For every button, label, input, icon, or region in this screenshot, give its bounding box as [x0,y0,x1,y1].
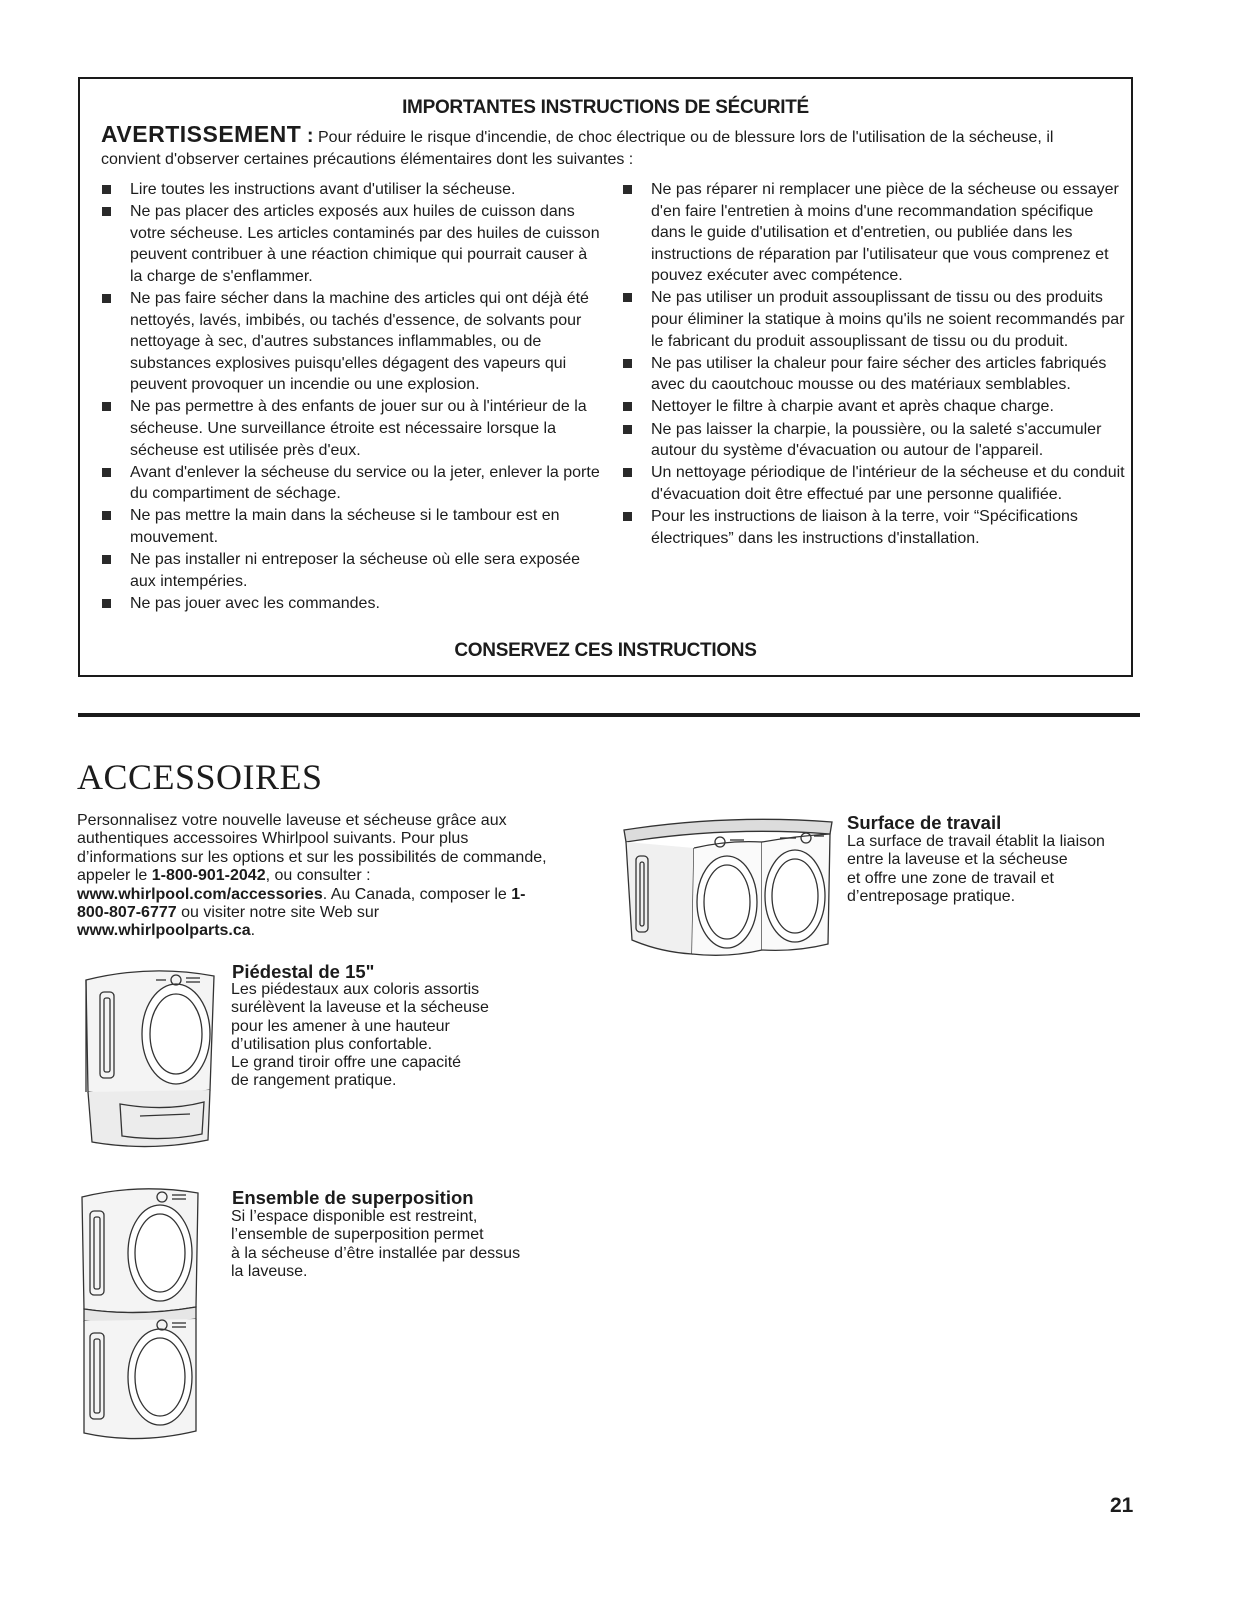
phone-number: 1-800-901-2042 [151,867,266,885]
save-instructions-footer: CONSERVEZ CES INSTRUCTIONS [454,640,757,661]
accessories-heading: ACCESSOIRES [77,757,323,797]
safety-item: Pour les instructions de liaison à la terre, voir “Spécifications électriques” dans les instructions d'installation. [623,506,1128,549]
square-bullet-icon [623,185,632,194]
square-bullet-icon [102,402,111,411]
page-number: 21 [1110,1494,1134,1517]
square-bullet-icon [102,555,111,564]
warning-paragraph [101,123,1111,171]
safety-item: Ne pas mettre la main dans la sécheuse si le tambour est en mouvement. [102,505,602,548]
accessories-url[interactable]: www.whirlpool.com/accessories [77,885,323,903]
safety-item: Un nettoyage périodique de l'intérieur de la sécheuse et du conduit d'évacuation doit être effectué par une personne qualifiée. [623,462,1128,505]
work-surface-illustration [620,812,836,962]
safety-item: Ne pas installer ni entreposer la sécheuse où elle sera exposée aux intempéries. [102,549,602,592]
safety-item: Lire toutes les instructions avant d'utiliser la sécheuse. [102,179,602,201]
square-bullet-icon [623,512,632,521]
square-bullet-icon [102,207,111,216]
parts-url[interactable]: www.whirlpoolparts.ca [77,922,251,940]
warning-word: AVERTISSEMENT [101,121,302,147]
stacking-kit-title: Ensemble de superposition [232,1187,474,1208]
safety-item: Nettoyer le filtre à charpie avant et après chaque charge. [623,396,1128,418]
square-bullet-icon [623,359,632,368]
phone-number-canada: 1-800-807-6777 [77,885,526,922]
safety-title: IMPORTANTES INSTRUCTIONS DE SÉCURITÉ [402,97,809,118]
square-bullet-icon [623,402,632,411]
section-divider [78,713,1140,717]
square-bullet-icon [102,599,111,608]
stacking-kit-description: Si l’espace disponible est restreint, l’ensemble de superposition permet à la sécheuse d’être installée par dessus la laveuse. [231,1208,521,1280]
work-surface-title: Surface de travail [847,812,1002,833]
safety-item: Ne pas utiliser la chaleur pour faire sécher des articles fabriqués avec du caoutchouc mousse ou des matériaux semblables. [623,353,1128,396]
square-bullet-icon [623,293,632,302]
accessories-intro: Personnalisez votre nouvelle laveuse et sécheuse grâce aux authentiques accessoires Whirlpool suivants. Pour plus d’informations sur les options et sur les possibilités de commande, appeler le 1-800-901-2042, ou consulter : www.whirlpool.com/accessories. Au Canada, composer le 1-800-807-6777 ou visiter notre site Web sur www.whirlpoolparts.ca. [77,812,547,940]
safety-item: Avant d'enlever la sécheuse du service ou la jeter, enlever la porte du compartiment de séchage. [102,462,602,505]
pedestal-description: Les piédestaux aux coloris assortis surélèvent la laveuse et la sécheuse pour les amener à une hauteur d’utilisation plus confortable. Le grand tiroir offre une capacité de rangement pratique. [231,981,489,1090]
square-bullet-icon [102,468,111,477]
square-bullet-icon [623,425,632,434]
pedestal-illustration [80,962,220,1150]
safety-item: Ne pas placer des articles exposés aux huiles de cuisson dans votre sécheuse. Les articles contaminés par des huiles de cuisson peuvent contribuer à une réaction chimique qui pourrait causer à la charge de s'enflammer. [102,201,602,287]
safety-item: Ne pas laisser la charpie, la poussière, ou la saleté s'accumuler autour du système d'évacuation ou autour de l'appareil. [623,419,1128,462]
safety-item: Ne pas jouer avec les commandes. [102,593,602,615]
pedestal-title: Piédestal de 15" [232,961,375,982]
warning-colon: : [301,125,314,147]
stacking-kit-illustration [78,1183,204,1449]
safety-list-left [102,179,602,615]
square-bullet-icon [102,511,111,520]
square-bullet-icon [102,185,111,194]
safety-item: Ne pas réparer ni remplacer une pièce de la sécheuse ou essayer d'en faire l'entretien à moins d'une recommandation spécifique dans le guide d'utilisation et d'entretien, ou publiée dans les instructions de réparation par l'utilisateur que vous comprenez et pouvez exécuter avec compétence. [623,179,1128,287]
safety-item: Ne pas utiliser un produit assouplissant de tissu ou des produits pour éliminer la statique à moins qu'ils ne soient recommandés par le fabricant du produit assouplissant de tissu ou du produit. [623,287,1128,352]
safety-list-right [623,179,1128,550]
safety-instructions-box [78,77,1133,677]
safety-item: Ne pas faire sécher dans la machine des articles qui ont déjà été nettoyés, lavés, imbibés, ou tachés d'essence, de solvants pour nettoyage à sec, d'autres substances inflammables, ou de substances explosives puisqu'elles dégagent des vapeurs qui peuvent provoquer un incendie ou une explosion. [102,288,602,396]
safety-item: Ne pas permettre à des enfants de jouer sur ou à l'intérieur de la sécheuse. Une surveillance étroite est nécessaire lorsque la sécheuse est utilisée près d'eux. [102,396,602,461]
warning-text: Pour réduire le risque d'incendie, de choc électrique ou de blessure lors de l'utilisation de la sécheuse, il convient d'observer certaines précautions élémentaires dont les suivantes : [101,129,1054,168]
square-bullet-icon [102,294,111,303]
square-bullet-icon [623,468,632,477]
work-surface-description: La surface de travail établit la liaison entre la laveuse et la sécheuse et offre une zone de travail et d’entreposage pratique. [847,833,1105,905]
